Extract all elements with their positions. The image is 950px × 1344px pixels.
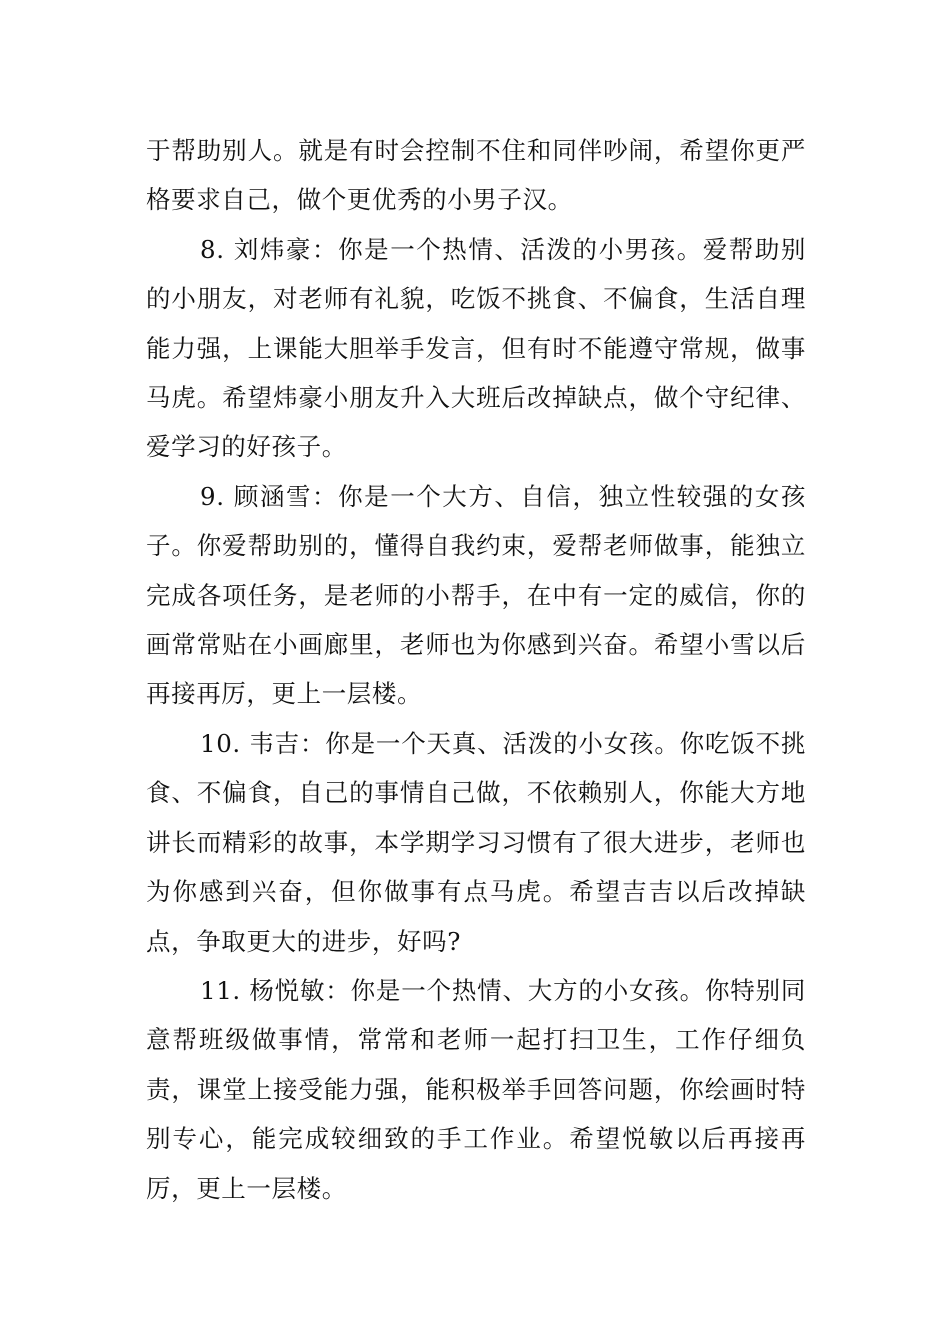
paragraph-comment-9: 9. 顾涵雪：你是一个大方、自信，独立性较强的女孩子。你爱帮助别的，懂得自我约束，爱帮老师做事，能独立完成各项任务，是老师的小帮手，在中有一定的威信，你的画常常贴在小画廊里，老师也为你感到兴奋。希望小雪以后再接再厉，更上一层楼。: [146, 481, 806, 709]
paragraph-comment-8: 8. 刘炜豪：你是一个热情、活泼的小男孩。爱帮助别的小朋友，对老师有礼貌，吃饭不挑食、不偏食，生活自理能力强，上课能大胆举手发言，但有时不能遵守常规，做事马虎。希望炜豪小朋友升入大班后改掉缺点，做个守纪律、爱学习的好孩子。: [146, 234, 806, 462]
paragraph-continuation: 于帮助别人。就是有时会控制不住和同伴吵闹，希望你更严格要求自己，做个更优秀的小男子汉。: [146, 136, 806, 215]
document-page: [146, 126, 806, 1213]
paragraph-comment-11: 11. 杨悦敏：你是一个热情、大方的小女孩。你特别同意帮班级做事情，常常和老师一起打扫卫生，工作仔细负责，课堂上接受能力强，能积极举手回答问题，你绘画时特别专心，能完成较细致的手工作业。希望悦敏以后再接再厉，更上一层楼。: [146, 975, 806, 1203]
paragraph-comment-10: 10. 韦吉：你是一个天真、活泼的小女孩。你吃饭不挑食、不偏食，自己的事情自己做，不依赖别人，你能大方地讲长而精彩的故事，本学期学习习惯有了很大进步，老师也为你感到兴奋，但你做事有点马虎。希望吉吉以后改掉缺点，争取更大的进步，好吗?: [146, 728, 806, 956]
